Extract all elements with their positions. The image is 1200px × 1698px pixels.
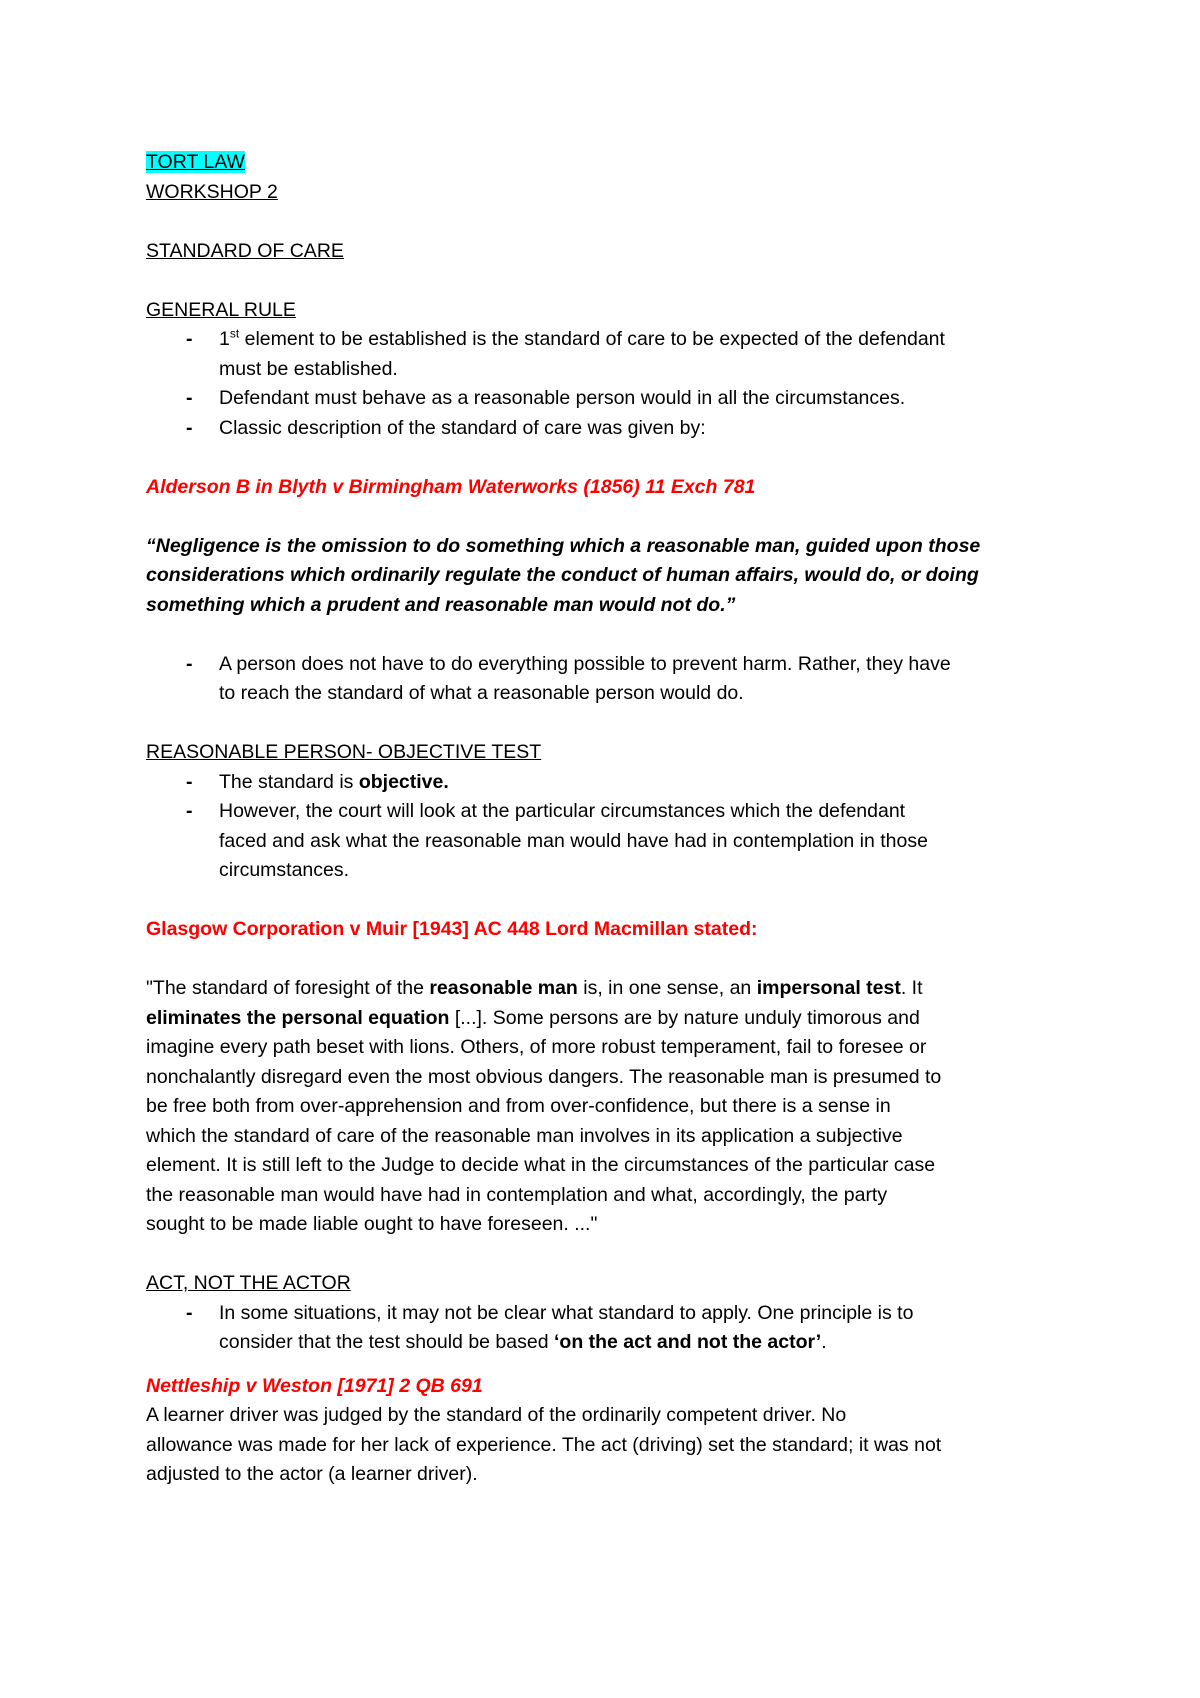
quote-blyth	[146, 532, 1076, 621]
quote-line: imagine every path beset with lions. Others, of more robust temperament, fail to foresee or	[146, 1036, 927, 1058]
list-item-ordinal-suffix: st	[229, 326, 240, 341]
list-item	[146, 1299, 1076, 1358]
list-item	[146, 325, 1076, 384]
list-item-text: .	[821, 1331, 827, 1353]
emphasis-objective: objective.	[358, 770, 449, 793]
heading-standard-of-care	[146, 237, 1076, 267]
list-item-line	[219, 768, 1076, 798]
quote-line: something which a prudent and reasonable man would not do.”	[146, 593, 736, 616]
case-summary-line: allowance was made for her lack of experience. The act (driving) set the standard; it was not	[146, 1433, 942, 1456]
quote-line: which the standard of care of the reasonable man involves in its application a subjective	[146, 1124, 903, 1147]
quote-emphasis: eliminates the personal equation	[146, 1006, 450, 1029]
subtitle-text: WORKSHOP 2	[146, 180, 278, 203]
quote-line: considerations which ordinarily regulate the conduct of human affairs, would do, or doing	[146, 564, 979, 586]
quote-text: . It	[900, 977, 923, 999]
list-item-ordinal: 1	[219, 328, 230, 350]
quote-line: nonchalantly disregard even the most obvious dangers. The reasonable man is presumed to	[146, 1065, 942, 1088]
document-subtitle	[146, 178, 1076, 208]
list-item-line: must be established.	[219, 357, 398, 380]
list-item-line: - A person does not have to do everything possible to prevent harm. Rather, they have	[219, 652, 951, 675]
quote-line: be free both from over-apprehension and from over-confidence, but there is a sense in	[146, 1095, 891, 1117]
list-item	[146, 797, 1076, 886]
list-item-line: - In some situations, it may not be clear what standard to apply. One principle is to	[219, 1301, 914, 1324]
case-citation-glasgow: Glasgow Corporation v Muir [1943] AC 448 Lord Macmillan stated:	[146, 918, 758, 940]
quote-emphasis: reasonable man	[429, 977, 578, 999]
list-item-text: consider that the test should be based	[219, 1331, 554, 1353]
heading-standard-of-care-text: STANDARD OF CARE	[146, 239, 344, 262]
title-text: TORT LAW	[146, 151, 245, 173]
list-item-line: circumstances.	[219, 859, 350, 881]
list-item-line	[219, 1328, 1076, 1358]
document-content	[146, 148, 1076, 1490]
list-item-text: - Defendant must behave as a reasonable person would in all the circumstances.	[219, 387, 906, 409]
quote-line: “Negligence is the omission to do something which a reasonable man, guided upon those	[146, 534, 981, 557]
spacer	[146, 886, 1076, 916]
list-item-line: to reach the standard of what a reasonable person would do.	[219, 682, 744, 704]
heading-objective-test	[146, 738, 1076, 768]
emphasis-act-not-actor: ‘on the act and not the actor’	[553, 1331, 822, 1353]
list-item	[146, 414, 1076, 444]
document-title	[146, 148, 1076, 178]
quote-text: [...]. Some persons are by nature unduly timorous and	[449, 1006, 920, 1029]
quote-line	[146, 1004, 1076, 1034]
quote-glasgow	[146, 974, 1076, 1240]
quote-line: element. It is still left to the Judge to decide what in the circumstances of the particular case	[146, 1154, 936, 1176]
spacer	[146, 266, 1076, 296]
quote-line: sought to be made liable ought to have foreseen. ..."	[146, 1213, 598, 1235]
heading-act-not-actor	[146, 1269, 1076, 1299]
spacer	[146, 1240, 1076, 1270]
list-item-text: The standard is	[219, 770, 359, 793]
case-citation-blyth: Alderson B in Blyth v Birmingham Waterworks (1856) 11 Exch 781	[146, 475, 756, 498]
quote-line: the reasonable man would have had in contemplation and what, accordingly, the party	[146, 1183, 888, 1206]
quote-line	[146, 974, 1076, 1004]
case-citation-nettleship: Nettleship v Weston [1971] 2 QB 691	[146, 1374, 483, 1397]
spacer	[146, 502, 1076, 532]
heading-general-rule-text: GENERAL RULE	[146, 298, 296, 321]
spacer	[146, 709, 1076, 739]
spacer	[146, 620, 1076, 650]
list-item	[146, 768, 1076, 798]
blyth-notes-list	[146, 650, 1076, 709]
list-item	[146, 384, 1076, 414]
act-list	[146, 1299, 1076, 1358]
heading-objective-test-text: REASONABLE PERSON- OBJECTIVE TEST	[146, 741, 542, 763]
list-item-line	[219, 325, 1076, 355]
list-item-text: - Classic description of the standard of care was given by:	[219, 416, 706, 439]
quote-emphasis: impersonal test	[756, 977, 901, 999]
general-rule-list	[146, 325, 1076, 443]
heading-act-not-actor-text: ACT, NOT THE ACTOR	[146, 1272, 351, 1294]
quote-text: is, in one sense, an	[577, 977, 757, 999]
case-summary-line: adjusted to the actor (a learner driver).	[146, 1463, 478, 1485]
spacer	[146, 945, 1076, 975]
list-item	[146, 650, 1076, 709]
heading-general-rule	[146, 296, 1076, 326]
case-summary-line: A learner driver was judged by the standard of the ordinarily competent driver. No	[146, 1404, 847, 1426]
list-item-line: faced and ask what the reasonable man would have had in contemplation in those	[219, 829, 928, 852]
objective-list	[146, 768, 1076, 886]
spacer	[146, 1358, 1076, 1372]
list-item-line: - However, the court will look at the particular circumstances which the defendant	[219, 800, 906, 822]
list-item-text: element to be established is the standard of care to be expected of the defendant	[239, 328, 945, 350]
spacer	[146, 207, 1076, 237]
spacer	[146, 443, 1076, 473]
quote-text: "The standard of foresight of the	[146, 977, 430, 999]
